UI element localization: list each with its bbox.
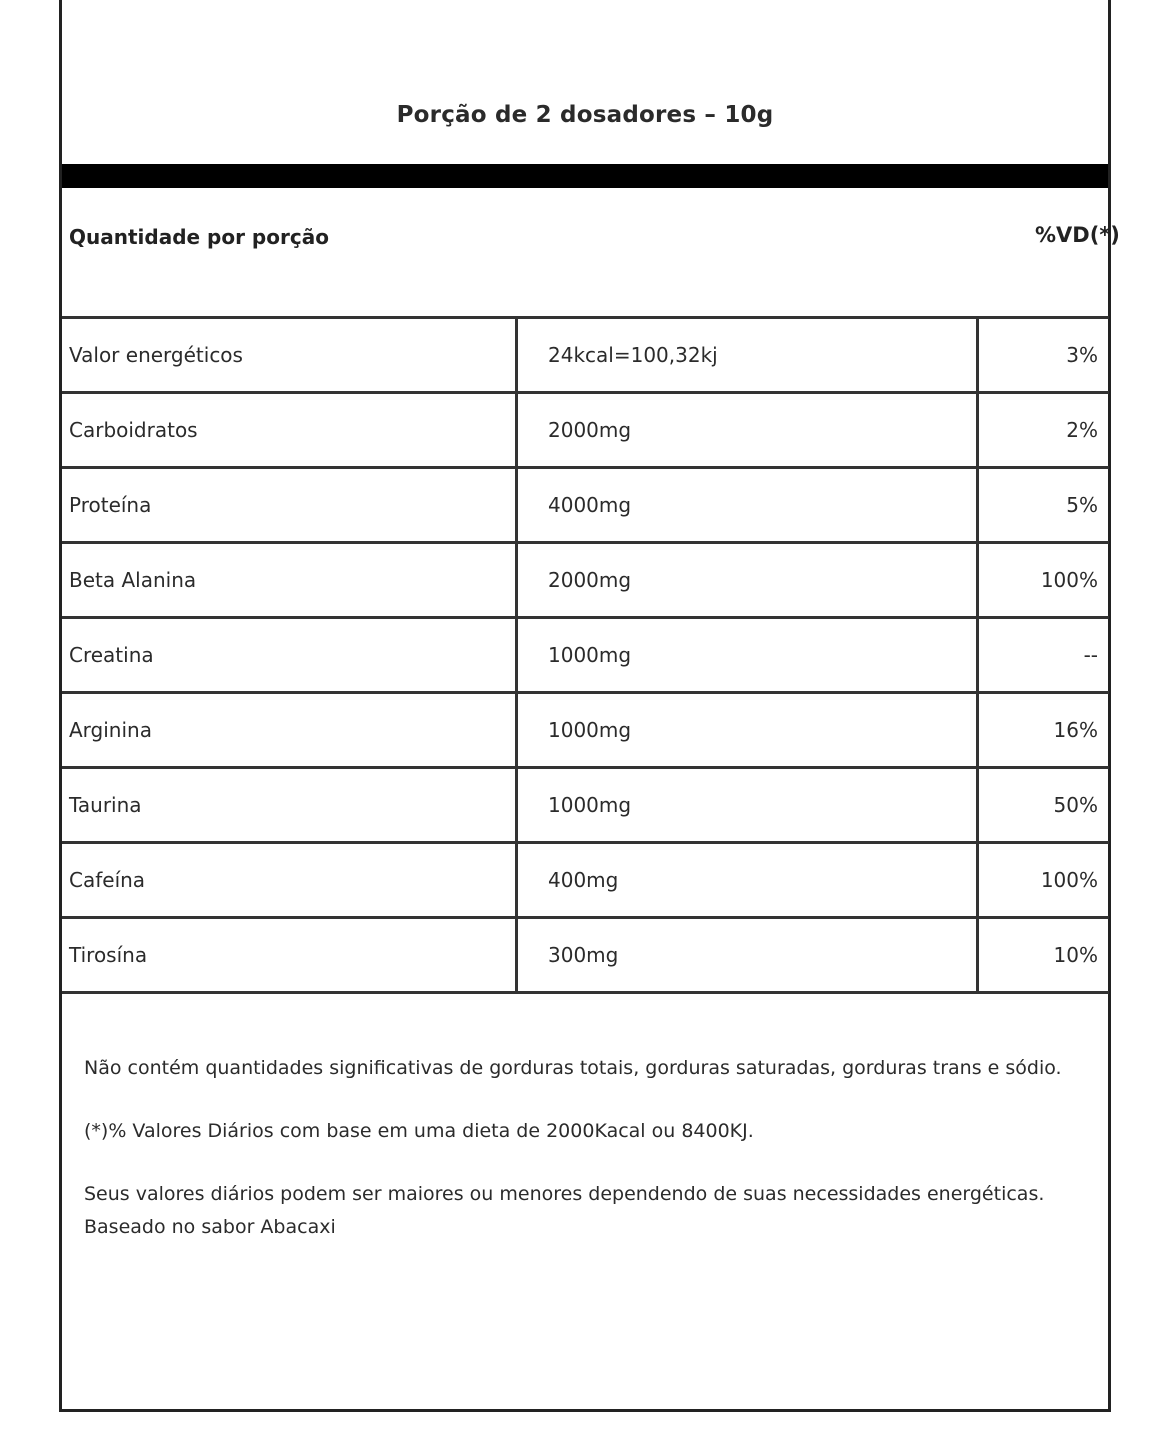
nutrient-daily-value: 3% — [978, 318, 1110, 393]
nutrient-daily-value: 2% — [978, 393, 1110, 468]
nutrition-facts-panel — [59, 0, 1120, 1412]
table-row — [62, 768, 1109, 843]
footnotes — [84, 1052, 1104, 1244]
nutrient-daily-value: 100% — [978, 843, 1110, 918]
table-row — [62, 843, 1109, 918]
header-divider-bar — [62, 164, 1108, 188]
nutrient-name: Carboidratos — [62, 393, 517, 468]
quantity-per-portion-label: Quantidade por porção — [69, 225, 329, 249]
portion-title: Porção de 2 dosadores – 10g — [396, 102, 774, 128]
table-row — [62, 318, 1109, 393]
nutrient-daily-value: 10% — [978, 918, 1110, 993]
nutrient-amount: 4000mg — [517, 468, 978, 543]
footnote-daily-values-vary: Seus valores diários podem ser maiores ou menores dependendo de suas necessidades energéticas. — [84, 1183, 1045, 1205]
table-row — [62, 618, 1109, 693]
nutrient-amount: 24kcal=100,32kj — [517, 318, 978, 393]
nutrition-table — [62, 316, 1109, 994]
footnote-flavor: Baseado no sabor Abacaxi — [84, 1216, 336, 1238]
nutrient-amount: 1000mg — [517, 768, 978, 843]
nutrient-name: Valor energéticos — [62, 318, 517, 393]
table-row — [62, 468, 1109, 543]
nutrient-amount: 2000mg — [517, 393, 978, 468]
nutrient-name: Beta Alanina — [62, 543, 517, 618]
nutrient-name: Creatina — [62, 618, 517, 693]
table-row — [62, 543, 1109, 618]
nutrient-amount: 1000mg — [517, 693, 978, 768]
nutrient-daily-value: -- — [978, 618, 1110, 693]
nutrient-name: Tirosína — [62, 918, 517, 993]
nutrient-daily-value: 16% — [978, 693, 1110, 768]
footnote-no-significant: Não contém quantidades significativas de gorduras totais, gorduras saturadas, gorduras trans e sódio. — [84, 1057, 1062, 1079]
nutrient-name: Proteína — [62, 468, 517, 543]
nutrient-daily-value: 100% — [978, 543, 1110, 618]
table-row — [62, 693, 1109, 768]
nutrient-amount: 300mg — [517, 918, 978, 993]
nutrient-amount: 400mg — [517, 843, 978, 918]
nutrient-name: Cafeína — [62, 843, 517, 918]
nutrient-amount: 1000mg — [517, 618, 978, 693]
nutrient-name: Taurina — [62, 768, 517, 843]
daily-value-label: %VD(*) — [1035, 223, 1120, 247]
nutrient-daily-value: 50% — [978, 768, 1110, 843]
nutrient-name: Arginina — [62, 693, 517, 768]
table-row — [62, 918, 1109, 993]
footnote-daily-values-basis: (*)% Valores Diários com base em uma dieta de 2000Kacal ou 8400KJ. — [84, 1120, 754, 1142]
nutrient-daily-value: 5% — [978, 468, 1110, 543]
table-row — [62, 393, 1109, 468]
nutrient-amount: 2000mg — [517, 543, 978, 618]
